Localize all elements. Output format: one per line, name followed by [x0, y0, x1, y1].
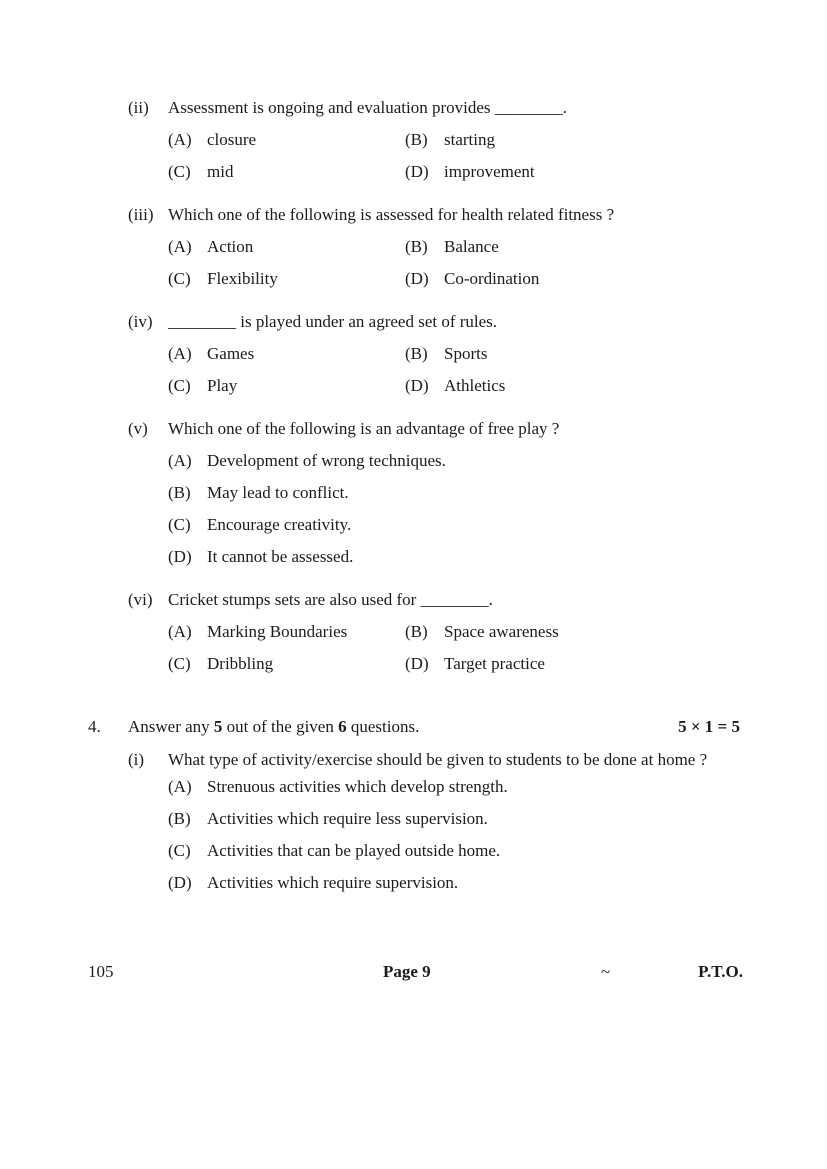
option-c [168, 835, 787, 867]
page-footer [0, 956, 827, 988]
option-text: Games [207, 344, 255, 363]
option-letter: (D) [168, 547, 192, 566]
sub-question-number: (iii) [128, 205, 154, 224]
sub-question-number: (vi) [128, 590, 153, 609]
option-text: Space awareness [444, 622, 559, 641]
option-text: Play [207, 376, 238, 395]
sub-question-text: What type of activity/exercise should be given to students to be done at home ? [168, 750, 708, 769]
sub-question-line [0, 199, 827, 231]
sub-question-line [0, 413, 827, 445]
option-a [168, 771, 787, 803]
tilde-mark: ~ [601, 962, 611, 981]
option-text: Target practice [444, 654, 545, 673]
option-text: Sports [444, 344, 488, 363]
option-text: Balance [444, 237, 499, 256]
option-text: Action [207, 237, 254, 256]
option-letter: (D) [405, 654, 429, 673]
options-list [0, 338, 827, 402]
option-a [168, 338, 405, 370]
option-text: starting [444, 130, 495, 149]
option-letter: (A) [168, 237, 192, 256]
option-letter: (D) [405, 162, 429, 181]
option-text: Activities that can be played outside home. [207, 841, 501, 860]
option-a [168, 231, 405, 263]
option-letter: (B) [405, 237, 428, 256]
option-letter: (C) [168, 515, 191, 534]
pto-label: P.T.O. [698, 962, 743, 981]
option-letter: (B) [405, 130, 428, 149]
option-d [168, 867, 787, 899]
paper-code: 105 [88, 962, 114, 981]
options-list [0, 445, 827, 573]
sub-question-number: (iv) [128, 312, 153, 331]
option-b [168, 477, 787, 509]
option-b [168, 803, 787, 835]
option-text: Flexibility [207, 269, 278, 288]
options-list [0, 124, 827, 188]
option-letter: (A) [168, 622, 192, 641]
option-text: closure [207, 130, 257, 149]
option-letter: (D) [405, 376, 429, 395]
option-letter: (A) [168, 777, 192, 796]
question-3-sub-vi [0, 584, 827, 680]
option-text: improvement [444, 162, 535, 181]
option-row [168, 867, 787, 899]
option-text: It cannot be assessed. [207, 547, 354, 566]
option-row [168, 803, 787, 835]
option-letter: (C) [168, 654, 191, 673]
question-text-part: Answer any [128, 717, 214, 736]
option-c [168, 156, 405, 188]
question-number: 4. [88, 717, 101, 736]
option-text: Strenuous activities which develop strength. [207, 777, 508, 796]
option-text: Activities which require less supervision. [207, 809, 488, 828]
option-d [405, 156, 787, 188]
sub-question-text: Which one of the following is an advantage of free play ? [168, 419, 560, 438]
question-3-sub-iv [0, 306, 827, 402]
options-list [0, 231, 827, 295]
option-c [168, 648, 405, 680]
question-text-part: questions. [346, 717, 420, 736]
option-letter: (A) [168, 130, 192, 149]
sub-question-number: (v) [128, 419, 148, 438]
option-text: Encourage creativity. [207, 515, 352, 534]
question-3-sub-ii [0, 92, 827, 188]
option-text: Activities which require supervision. [207, 873, 459, 892]
option-c [168, 263, 405, 295]
option-text: May lead to conflict. [207, 483, 349, 502]
option-c [168, 509, 787, 541]
option-letter: (B) [168, 483, 191, 502]
option-row [168, 445, 787, 477]
option-row [168, 509, 787, 541]
option-row [168, 541, 787, 573]
option-row [168, 835, 787, 867]
option-letter: (A) [168, 344, 192, 363]
option-row [168, 156, 787, 188]
option-text: Marking Boundaries [207, 622, 348, 641]
option-letter: (D) [168, 873, 192, 892]
option-letter: (D) [405, 269, 429, 288]
option-d [405, 263, 787, 295]
option-row [168, 338, 787, 370]
option-row [168, 124, 787, 156]
marks-label: 5 × 1 = 5 [678, 717, 740, 736]
option-letter: (B) [405, 622, 428, 641]
sub-question-text: Which one of the following is assessed for health related fitness ? [168, 205, 615, 224]
option-d [405, 648, 787, 680]
option-a [168, 445, 787, 477]
question-text-part: out of the given [222, 717, 339, 736]
option-b [405, 231, 787, 263]
sub-question-line [0, 92, 827, 124]
page-number: Page 9 [383, 962, 431, 981]
options-list [0, 616, 827, 680]
option-letter: (A) [168, 451, 192, 470]
question-4-line [0, 711, 827, 743]
question-3-sub-iii [0, 199, 827, 295]
option-text: mid [207, 162, 234, 181]
option-row [168, 263, 787, 295]
option-letter: (B) [168, 809, 191, 828]
option-text: Development of wrong techniques. [207, 451, 446, 470]
option-b [405, 338, 787, 370]
option-b [405, 616, 787, 648]
option-row [168, 771, 787, 803]
question-text-bold: 6 [338, 717, 347, 736]
sub-question-number: (ii) [128, 98, 149, 117]
option-a [168, 124, 405, 156]
sub-question-text: Assessment is ongoing and evaluation provides ________. [168, 98, 567, 117]
option-row [168, 231, 787, 263]
option-text: Dribbling [207, 654, 274, 673]
option-d [168, 541, 787, 573]
question-text-bold: 5 [213, 717, 223, 736]
option-letter: (C) [168, 162, 191, 181]
option-row [168, 616, 787, 648]
option-d [405, 370, 787, 402]
sub-question-text: ________ is played under an agreed set of rules. [168, 312, 498, 331]
option-letter: (C) [168, 376, 191, 395]
option-row [168, 370, 787, 402]
question-3-sub-v [0, 413, 827, 573]
sub-question-line [0, 306, 827, 338]
question-4 [0, 711, 827, 899]
option-text: Co-ordination [444, 269, 540, 288]
option-letter: (B) [405, 344, 428, 363]
option-b [405, 124, 787, 156]
sub-question-line [0, 584, 827, 616]
question-text [128, 711, 419, 743]
option-letter: (C) [168, 841, 191, 860]
option-row [168, 477, 787, 509]
option-row [168, 648, 787, 680]
option-letter: (C) [168, 269, 191, 288]
option-a [168, 616, 405, 648]
sub-question-text: Cricket stumps sets are also used for ________. [168, 590, 493, 609]
sub-question-number: (i) [128, 750, 145, 769]
option-c [168, 370, 405, 402]
option-text: Athletics [444, 376, 506, 395]
options-list [0, 771, 827, 899]
